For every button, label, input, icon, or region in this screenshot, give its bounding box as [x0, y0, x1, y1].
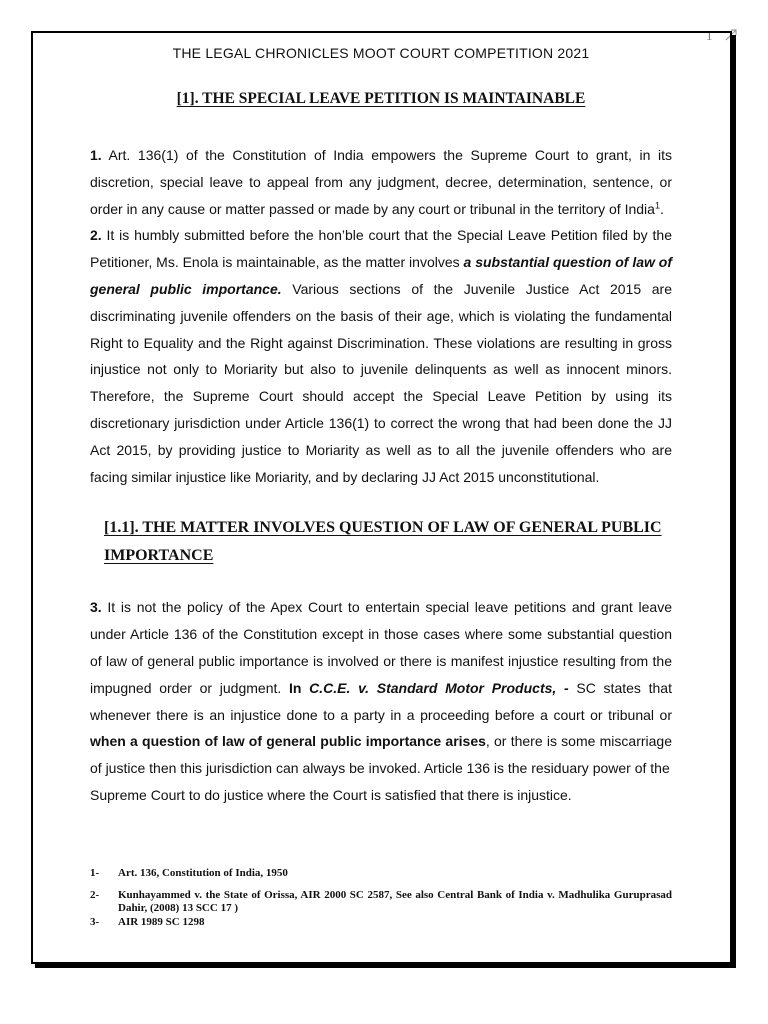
footnote-ref[interactable]: 1: [654, 199, 660, 210]
paragraph-1: [90, 142, 672, 222]
paragraph-number: 2.: [90, 227, 102, 244]
paragraph-3-continuation: Supreme Court to do justice where the Court is satisfied that there is injustice.: [90, 786, 572, 803]
footnote-number: 2-: [90, 889, 100, 901]
sub-heading: [1.1]. THE MATTER INVOLVES QUESTION OF LAW OF GENERAL PUBLIC IMPORTANCE: [104, 519, 662, 565]
paragraph-text: , or there is some miscarriage of justice then this jurisdiction can always be invoked. Article 136 is the residuary power of the: [90, 733, 672, 777]
paragraph-2: [90, 222, 672, 490]
footnote-item: [90, 867, 672, 880]
paragraph-text: Various sections of the Juvenile Justice Act 2015 are discriminating juvenile offenders on the basis of their age, which is violating the fundamental Right to Equality and the Right against Discrimination. These violations are resulting in gross injustice not only to Moriarity but also to juvenile delinquents as well as innocent minors. Therefore, the Supreme Court should accept the Special Leave Petition by using its discretionary jurisdiction under Article 136(1) to correct the wrong that had been done the JJ Act 2015, by providing justice to Moriarity as well as to all the juvenile offenders who are facing similar injustice like Moriarity, and by declaring JJ Act 2015 unconstitutional.: [90, 280, 672, 485]
section-heading: [1]. THE SPECIAL LEAVE PETITION IS MAINTAINABLE: [176, 90, 586, 107]
running-header: THE LEGAL CHRONICLES MOOT COURT COMPETITION 2021: [172, 45, 590, 61]
paragraph-number: 1.: [90, 147, 102, 163]
emphasis-phrase: a substantial question of law of general public importance.: [90, 254, 672, 297]
case-citation: C.C.E. v. Standard Motor Products, -: [301, 679, 569, 696]
footnote-item: [90, 889, 672, 915]
footnote-text: Art. 136, Constitution of India, 1950: [118, 867, 288, 879]
paragraph-text: Art. 136(1) of the Constitution of India empowers the Supreme Court to grant, in its discretion, special leave to appeal from any judgment, decree, determination, sentence, or order in any cause or matter passed or made by any court or tribunal in the territory of India: [90, 147, 672, 217]
footnotes: [90, 867, 672, 938]
paragraph-text: SC states that whenever there is an injustice done to a party in a proceeding before a court or tribunal or: [90, 679, 672, 723]
paragraph-3: [90, 594, 672, 782]
paragraph-end: .: [659, 200, 664, 217]
paragraph-text: It is not the policy of the Apex Court to entertain special leave petitions and grant leave under Article 136 of the Constitution except in those cases where some substantial question of law of general public importance is involved or there is manifest injustice resulting from the impugned order or judgment.: [90, 599, 672, 696]
bold-phrase: when a question of law of general public importance arises: [90, 733, 486, 750]
page-number: 1: [706, 28, 713, 43]
in-label: In: [288, 679, 302, 696]
footnote-number: 3-: [90, 916, 100, 928]
document-body: [90, 44, 672, 809]
footnote-number: 1-: [90, 867, 100, 879]
paragraph-text: It is humbly submitted before the hon’ble court that the Special Leave Petition filed by the Petitioner, Ms. Enola is maintainable, as the matter involves: [90, 227, 672, 271]
footnote-text: AIR 1989 SC 1298: [118, 916, 205, 928]
paragraph-number: 3.: [90, 599, 102, 616]
footnote-text: Kunhayammed v. the State of Orissa, AIR 2000 SC 2587, See also Central Bank of India v. Madhulika Guruprasad Dahir, (2008) 13 SCC 17 ): [118, 889, 672, 914]
footnote-item: [90, 916, 672, 929]
